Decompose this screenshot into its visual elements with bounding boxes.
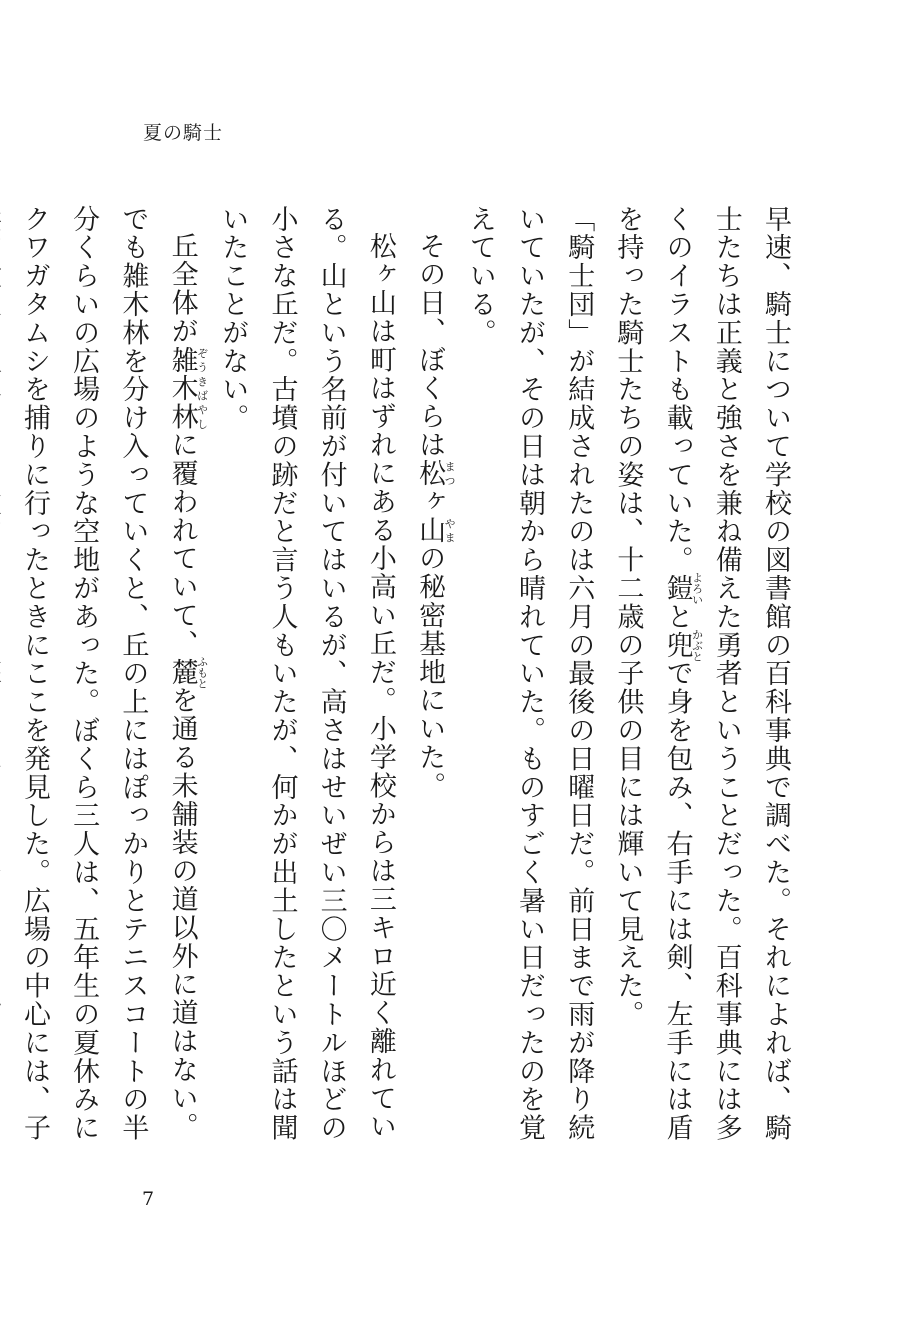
text-run: 早速、騎士について学校の図書館の百科事典で調べた。それによれば、騎士たちは正義と強さを兼ね備えた勇者ということだった。百科事典には多くのイラストも載っていた。 xyxy=(661,205,791,1143)
ruby-base: 松 xyxy=(414,459,446,488)
ruby-reading: ふもと xyxy=(195,655,209,689)
body-text xyxy=(18,205,800,1165)
text-run: 松ヶ山は町はずれにある小高い丘だ。小学校からは三キロ近く離れている。山という名前が付いてはいるが、高さはせいぜい三〇メートルほどの小さな丘だ。古墳の跡だと言う人もいたが、何かが出土したという話は聞いたことがない。 xyxy=(217,205,396,1143)
text-run: 丘全体が xyxy=(166,232,198,346)
ruby-word xyxy=(166,345,209,431)
ruby-reading: かぶと xyxy=(690,628,704,662)
text-run: に覆われていて、 xyxy=(166,430,198,659)
ruby-word xyxy=(166,655,209,689)
ruby-reading: やま xyxy=(443,516,457,545)
ruby-reading: まつ xyxy=(443,459,457,488)
text-run: の秘密基地にいた。 xyxy=(414,544,446,801)
ruby-base: 山 xyxy=(414,516,446,545)
text-run: その日、ぼくらは xyxy=(414,232,446,460)
ruby-reading: よろい xyxy=(690,571,704,605)
ruby-word xyxy=(414,459,457,488)
paragraph xyxy=(0,205,208,1165)
text-run: で身を包み、右手には剣、左手には盾を持った騎士たちの姿は、十二歳の子供の目には輝いて見えた。 xyxy=(612,205,693,1143)
running-head: 夏の騎士 xyxy=(143,122,224,144)
ruby-base: 麓 xyxy=(166,655,198,689)
text-run: ヶ xyxy=(414,487,446,517)
text-run: と xyxy=(661,602,693,632)
ruby-word xyxy=(661,571,704,605)
text-run: を通る未舗装の道以外に道はない。でも雑木林を分け入っていくと、丘の上にはぽっかりとテニスコートの半分くらいの広場のような空地があった。ぼくら三人は、五年生の夏休みにクワガタムシを捕りに行ったときにここを発見した。広場の中心には、子 xyxy=(18,205,198,1143)
page-number: 7 xyxy=(142,1188,155,1210)
paragraph xyxy=(208,205,405,1165)
ruby-base: 兜 xyxy=(661,628,693,662)
ruby-base: 鎧 xyxy=(661,571,693,605)
text-run: 「騎士団」が結成されたのは六月の最後の日曜日だ。前日まで雨が降り続いていたが、その日は朝から晴れていた。ものすごく暑い日だったのを覚えている。 xyxy=(464,205,595,1143)
ruby-word xyxy=(414,516,457,545)
paragraph xyxy=(603,205,800,1165)
ruby-reading: ぞうきばやし xyxy=(195,345,209,431)
paragraph xyxy=(456,205,604,1165)
ruby-base: 雑木林 xyxy=(166,345,198,431)
ruby-word xyxy=(661,628,704,662)
paragraph xyxy=(405,205,456,1165)
